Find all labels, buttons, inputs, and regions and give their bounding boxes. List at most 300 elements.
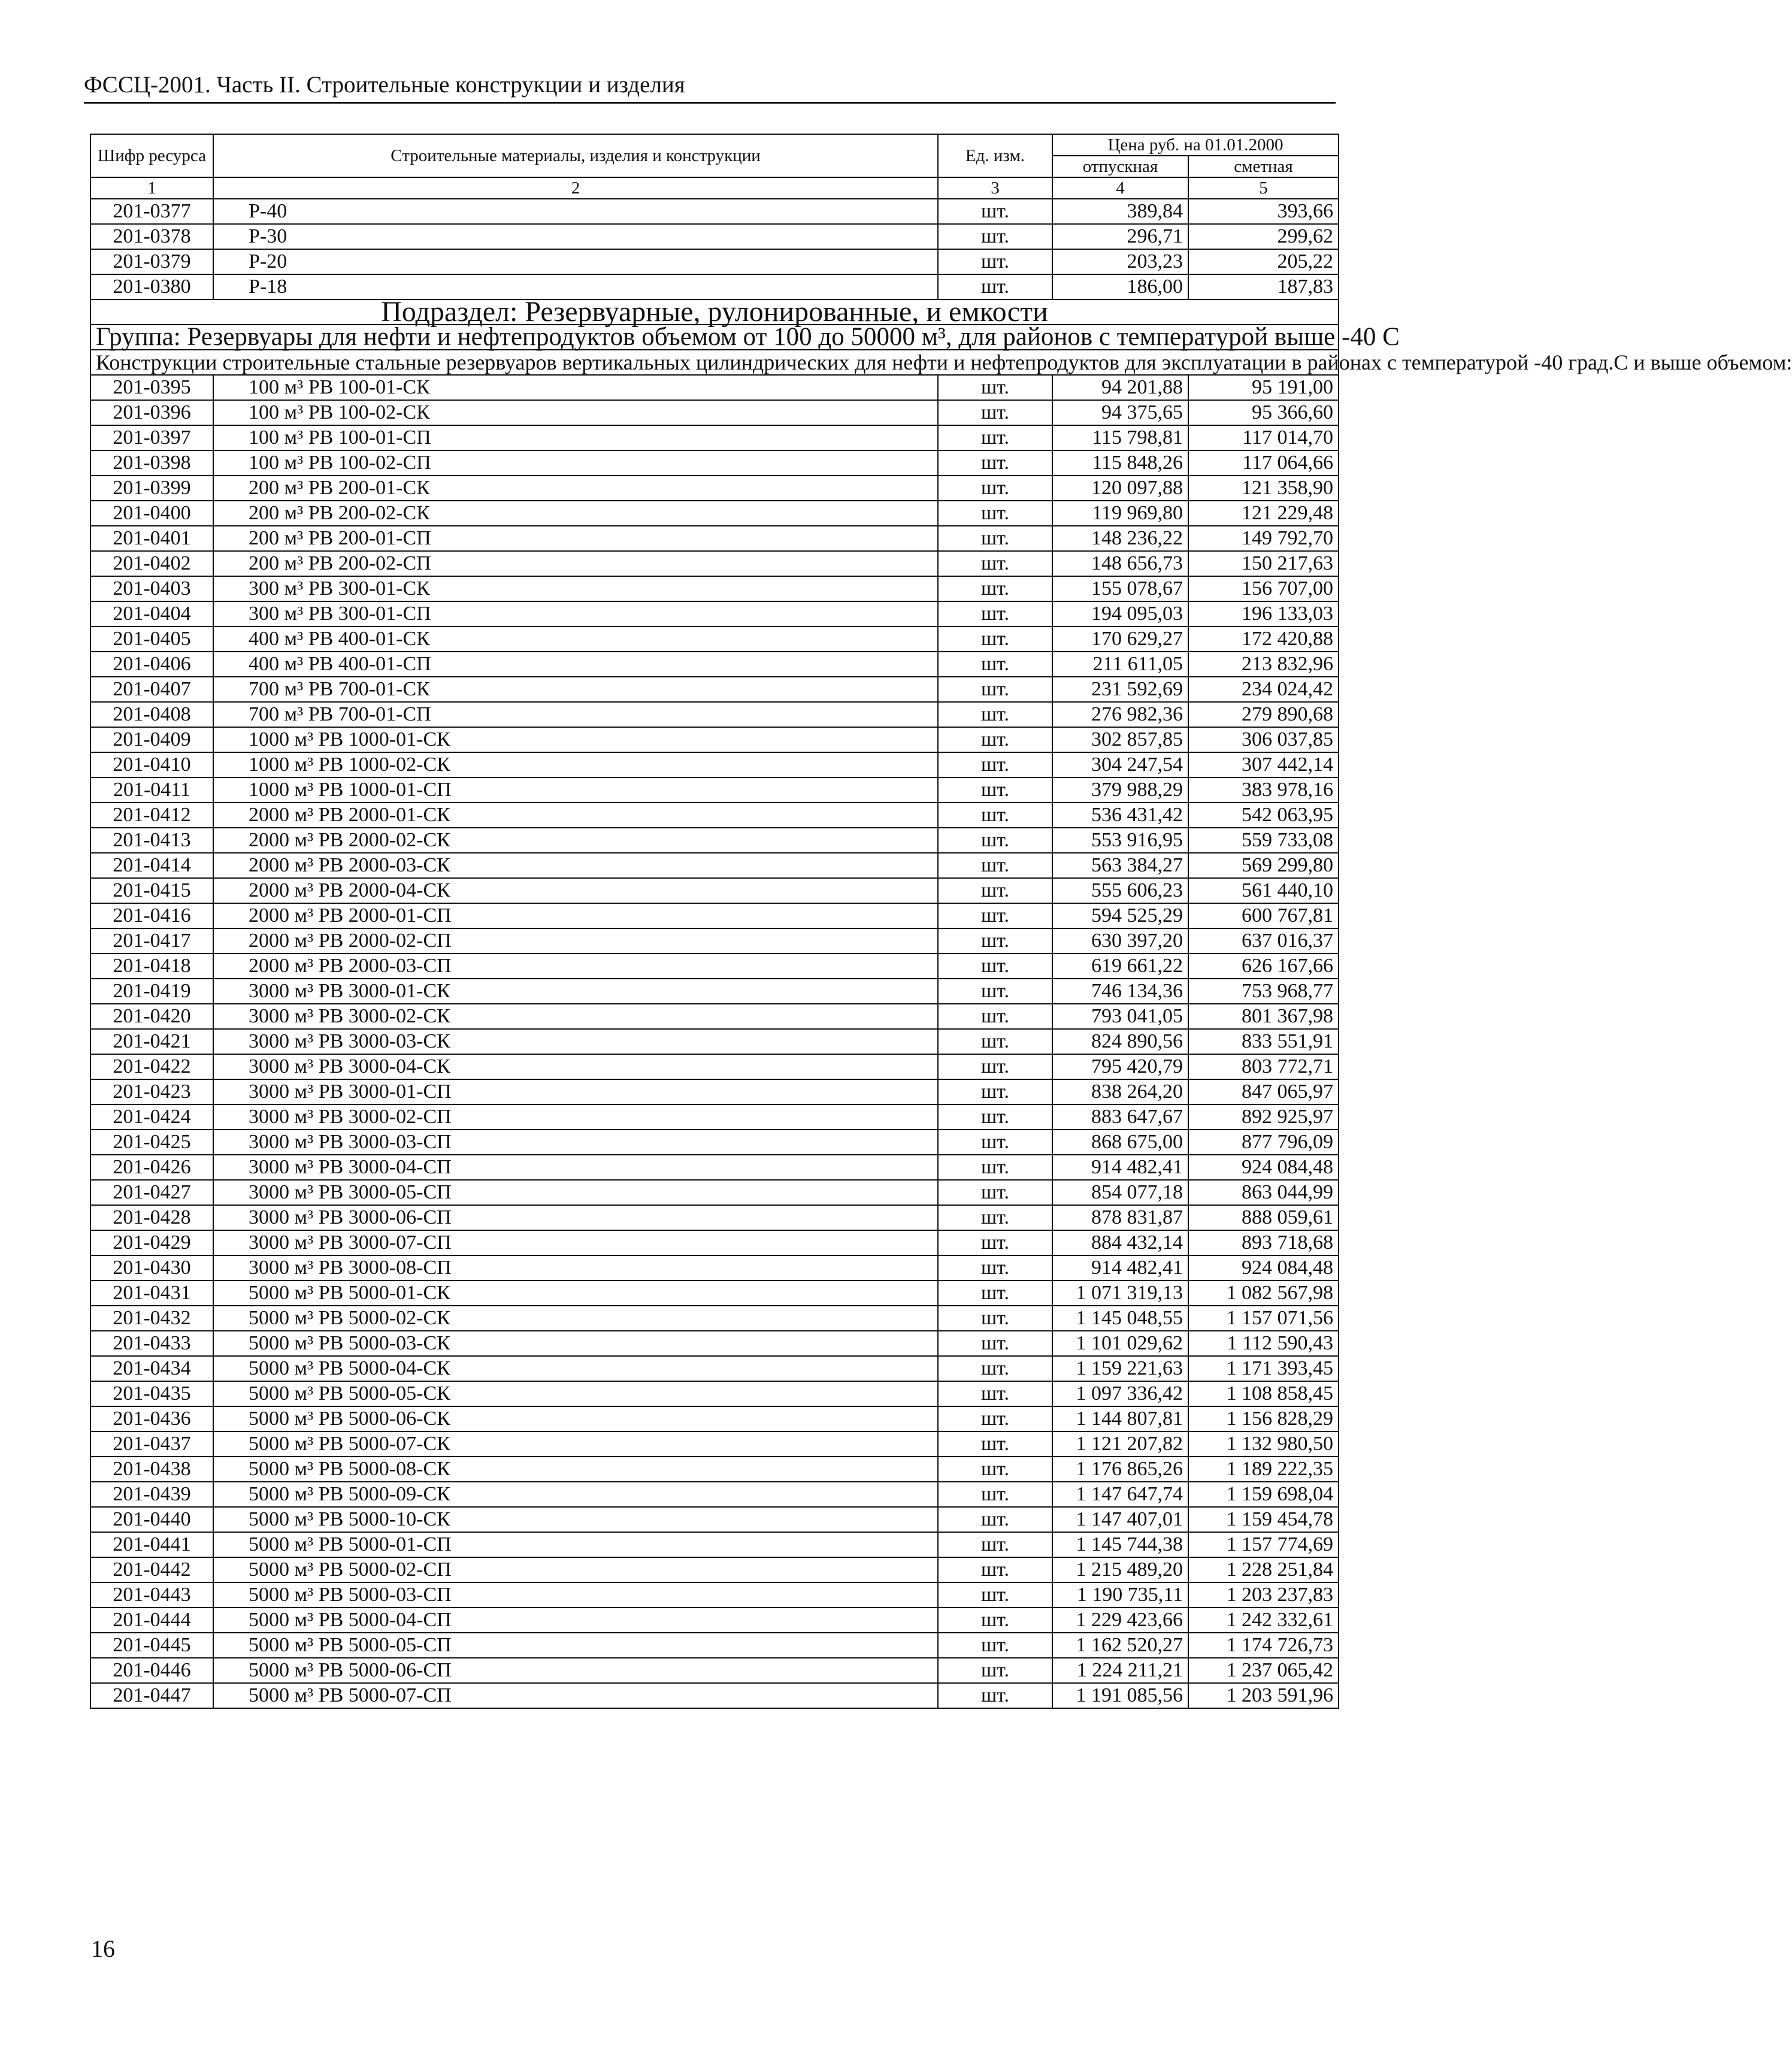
col-unit-header: Ед. изм. [938, 134, 1052, 177]
table-row [90, 652, 1339, 677]
estimate-price: 1 112 590,43 [1188, 1331, 1339, 1356]
table-row [90, 425, 1339, 450]
resource-name: 3000 м³ РВ 3000-03-СК [213, 1029, 938, 1054]
description-row [90, 350, 1339, 375]
resource-code: 201-0408 [90, 702, 213, 727]
unit: шт. [938, 1029, 1052, 1054]
table-row [90, 375, 1339, 400]
estimate-price: 234 024,42 [1188, 677, 1339, 702]
resource-name: 3000 м³ РВ 3000-04-СК [213, 1054, 938, 1079]
unit: шт. [938, 1230, 1052, 1255]
resource-code: 201-0419 [90, 979, 213, 1004]
release-price: 1 144 807,81 [1052, 1406, 1188, 1431]
release-price: 115 848,26 [1052, 450, 1188, 476]
resource-name: 400 м³ РВ 400-01-СП [213, 652, 938, 677]
estimate-price: 801 367,98 [1188, 1004, 1339, 1029]
unit: шт. [938, 1381, 1052, 1406]
estimate-price: 1 159 698,04 [1188, 1482, 1339, 1507]
release-price: 148 656,73 [1052, 551, 1188, 576]
unit: шт. [938, 1532, 1052, 1557]
release-price: 389,84 [1052, 199, 1188, 224]
resource-code: 201-0404 [90, 601, 213, 627]
unit: шт. [938, 601, 1052, 627]
page-header: ФССЦ-2001. Часть II. Строительные конструкции и изделия [84, 71, 1336, 104]
table-row [90, 1331, 1339, 1356]
estimate-price: 1 108 858,45 [1188, 1381, 1339, 1406]
table-row [90, 576, 1339, 601]
resource-code: 201-0415 [90, 878, 213, 903]
estimate-price: 213 832,96 [1188, 652, 1339, 677]
unit: шт. [938, 1130, 1052, 1155]
unit: шт. [938, 1180, 1052, 1205]
unit: шт. [938, 1507, 1052, 1532]
column-number: 5 [1188, 177, 1339, 199]
unit: шт. [938, 1079, 1052, 1104]
release-price: 1 097 336,42 [1052, 1381, 1188, 1406]
release-price: 883 647,67 [1052, 1104, 1188, 1130]
estimate-price: 1 157 071,56 [1188, 1306, 1339, 1331]
resource-code: 201-0443 [90, 1582, 213, 1608]
group-title: Группа: Резервуары для нефти и нефтепродуктов объемом от 100 до 50000 м³, для районов с температурой выше -40 С [90, 325, 1339, 350]
resource-code: 201-0378 [90, 224, 213, 249]
estimate-price: 306 037,85 [1188, 727, 1339, 752]
resource-code: 201-0427 [90, 1180, 213, 1205]
unit: шт. [938, 702, 1052, 727]
unit: шт. [938, 727, 1052, 752]
release-price: 203,23 [1052, 249, 1188, 274]
release-price: 536 431,42 [1052, 803, 1188, 828]
resource-name: 2000 м³ РВ 2000-01-СК [213, 803, 938, 828]
release-price: 1 101 029,62 [1052, 1331, 1188, 1356]
resource-code: 201-0421 [90, 1029, 213, 1054]
resource-code: 201-0423 [90, 1079, 213, 1104]
resource-name: 400 м³ РВ 400-01-СК [213, 627, 938, 652]
unit: шт. [938, 652, 1052, 677]
unit: шт. [938, 1658, 1052, 1683]
unit: шт. [938, 274, 1052, 299]
table-row [90, 677, 1339, 702]
resource-name: 5000 м³ РВ 5000-03-СП [213, 1582, 938, 1608]
resource-name: 2000 м³ РВ 2000-02-СП [213, 928, 938, 954]
estimate-price: 1 228 251,84 [1188, 1557, 1339, 1582]
table-row [90, 828, 1339, 853]
table-row [90, 1582, 1339, 1608]
estimate-price: 121 358,90 [1188, 476, 1339, 501]
resource-name: 5000 м³ РВ 5000-06-СП [213, 1658, 938, 1683]
unit: шт. [938, 501, 1052, 526]
resource-code: 201-0411 [90, 777, 213, 803]
subsection-row [90, 299, 1339, 325]
unit: шт. [938, 1054, 1052, 1079]
resource-code: 201-0435 [90, 1381, 213, 1406]
resource-code: 201-0409 [90, 727, 213, 752]
description-text: Конструкции строительные стальные резервуаров вертикальных цилиндрических для нефти и нефтепродуктов для эксплуатации в районах с температурой -40 град.С и выше объемом: [90, 350, 1339, 375]
release-price: 155 078,67 [1052, 576, 1188, 601]
unit: шт. [938, 1608, 1052, 1633]
resource-name: Р-20 [213, 249, 938, 274]
unit: шт. [938, 375, 1052, 400]
unit: шт. [938, 954, 1052, 979]
resource-name: 5000 м³ РВ 5000-03-СК [213, 1331, 938, 1356]
unit: шт. [938, 199, 1052, 224]
table-row [90, 1683, 1339, 1708]
resource-name: 5000 м³ РВ 5000-07-СК [213, 1431, 938, 1457]
resource-code: 201-0438 [90, 1457, 213, 1482]
resource-name: 2000 м³ РВ 2000-02-СК [213, 828, 938, 853]
table-row [90, 1180, 1339, 1205]
table-row [90, 1155, 1339, 1180]
release-price: 630 397,20 [1052, 928, 1188, 954]
col-name-header: Строительные материалы, изделия и конструкции [213, 134, 938, 177]
estimate-price: 1 174 726,73 [1188, 1633, 1339, 1658]
resource-code: 201-0379 [90, 249, 213, 274]
resource-code: 201-0445 [90, 1633, 213, 1658]
unit: шт. [938, 249, 1052, 274]
col-release-header: отпускная [1052, 156, 1188, 177]
unit: шт. [938, 1281, 1052, 1306]
estimate-price: 924 084,48 [1188, 1255, 1339, 1281]
unit: шт. [938, 928, 1052, 954]
unit: шт. [938, 803, 1052, 828]
release-price: 1 162 520,27 [1052, 1633, 1188, 1658]
release-price: 838 264,20 [1052, 1079, 1188, 1104]
resource-code: 201-0397 [90, 425, 213, 450]
table-row [90, 1532, 1339, 1557]
release-price: 1 224 211,21 [1052, 1658, 1188, 1683]
resource-name: 700 м³ РВ 700-01-СК [213, 677, 938, 702]
column-number: 4 [1052, 177, 1188, 199]
estimate-price: 156 707,00 [1188, 576, 1339, 601]
table-row [90, 1381, 1339, 1406]
estimate-price: 1 171 393,45 [1188, 1356, 1339, 1381]
resource-code: 201-0431 [90, 1281, 213, 1306]
col-price-header: Цена руб. на 01.01.2000 [1052, 134, 1339, 156]
release-price: 194 095,03 [1052, 601, 1188, 627]
release-price: 1 159 221,63 [1052, 1356, 1188, 1381]
release-price: 115 798,81 [1052, 425, 1188, 450]
resource-code: 201-0405 [90, 627, 213, 652]
resource-name: 5000 м³ РВ 5000-02-СК [213, 1306, 938, 1331]
release-price: 854 077,18 [1052, 1180, 1188, 1205]
release-price: 793 041,05 [1052, 1004, 1188, 1029]
resource-name: 3000 м³ РВ 3000-02-СК [213, 1004, 938, 1029]
resource-name: 1000 м³ РВ 1000-01-СК [213, 727, 938, 752]
table-row [90, 627, 1339, 652]
resource-code: 201-0398 [90, 450, 213, 476]
estimate-price: 95 366,60 [1188, 400, 1339, 425]
table-row [90, 1306, 1339, 1331]
estimate-price: 803 772,71 [1188, 1054, 1339, 1079]
table-row [90, 1130, 1339, 1155]
table-row [90, 727, 1339, 752]
release-price: 1 215 489,20 [1052, 1557, 1188, 1582]
unit: шт. [938, 903, 1052, 928]
unit: шт. [938, 1683, 1052, 1708]
table-row [90, 1205, 1339, 1230]
resource-code: 201-0436 [90, 1406, 213, 1431]
table-row [90, 400, 1339, 425]
unit: шт. [938, 576, 1052, 601]
release-price: 276 982,36 [1052, 702, 1188, 727]
release-price: 1 191 085,56 [1052, 1683, 1188, 1708]
unit: шт. [938, 526, 1052, 551]
estimate-price: 863 044,99 [1188, 1180, 1339, 1205]
estimate-price: 1 159 454,78 [1188, 1507, 1339, 1532]
table-row [90, 1608, 1339, 1633]
resource-name: 3000 м³ РВ 3000-06-СП [213, 1205, 938, 1230]
table-row [90, 526, 1339, 551]
release-price: 1 176 865,26 [1052, 1457, 1188, 1482]
estimate-price: 307 442,14 [1188, 752, 1339, 777]
table-row [90, 853, 1339, 878]
resource-code: 201-0399 [90, 476, 213, 501]
unit: шт. [938, 627, 1052, 652]
estimate-price: 559 733,08 [1188, 828, 1339, 853]
estimate-price: 1 156 828,29 [1188, 1406, 1339, 1431]
release-price: 868 675,00 [1052, 1130, 1188, 1155]
release-price: 563 384,27 [1052, 853, 1188, 878]
estimate-price: 542 063,95 [1188, 803, 1339, 828]
release-price: 148 236,22 [1052, 526, 1188, 551]
estimate-price: 172 420,88 [1188, 627, 1339, 652]
estimate-price: 205,22 [1188, 249, 1339, 274]
resource-rows [90, 375, 1339, 1708]
estimate-price: 893 718,68 [1188, 1230, 1339, 1255]
unit: шт. [938, 1155, 1052, 1180]
table-row [90, 1004, 1339, 1029]
release-price: 211 611,05 [1052, 652, 1188, 677]
table-row [90, 1557, 1339, 1582]
estimate-price: 383 978,16 [1188, 777, 1339, 803]
resource-name: 5000 м³ РВ 5000-05-СП [213, 1633, 938, 1658]
unit: шт. [938, 1457, 1052, 1482]
table-row [90, 1457, 1339, 1482]
resource-name: 3000 м³ РВ 3000-05-СП [213, 1180, 938, 1205]
top-rows [90, 199, 1339, 299]
unit: шт. [938, 1482, 1052, 1507]
table-row [90, 1054, 1339, 1079]
table-row [90, 1406, 1339, 1431]
release-price: 1 145 048,55 [1052, 1306, 1188, 1331]
unit: шт. [938, 425, 1052, 450]
estimate-price: 1 203 237,83 [1188, 1582, 1339, 1608]
estimate-price: 279 890,68 [1188, 702, 1339, 727]
resource-name: 200 м³ РВ 200-01-СП [213, 526, 938, 551]
table-row [90, 1431, 1339, 1457]
resource-name: Р-30 [213, 224, 938, 249]
resource-name: 1000 м³ РВ 1000-02-СК [213, 752, 938, 777]
table-row [90, 903, 1339, 928]
table-row [90, 928, 1339, 954]
release-price: 1 147 647,74 [1052, 1482, 1188, 1507]
column-number: 1 [90, 177, 213, 199]
resource-name: 300 м³ РВ 300-01-СК [213, 576, 938, 601]
unit: шт. [938, 1356, 1052, 1381]
group-row [90, 325, 1339, 350]
resource-code: 201-0430 [90, 1255, 213, 1281]
release-price: 555 606,23 [1052, 878, 1188, 903]
estimate-price: 626 167,66 [1188, 954, 1339, 979]
resource-code: 201-0396 [90, 400, 213, 425]
table-row [90, 1230, 1339, 1255]
resource-code: 201-0412 [90, 803, 213, 828]
estimate-price: 196 133,03 [1188, 601, 1339, 627]
unit: шт. [938, 979, 1052, 1004]
unit: шт. [938, 1431, 1052, 1457]
release-price: 878 831,87 [1052, 1205, 1188, 1230]
estimate-price: 888 059,61 [1188, 1205, 1339, 1230]
table-row [90, 1029, 1339, 1054]
page-number: 16 [91, 1935, 115, 1962]
unit: шт. [938, 677, 1052, 702]
resource-code: 201-0413 [90, 828, 213, 853]
resource-name: 5000 м³ РВ 5000-02-СП [213, 1557, 938, 1582]
resource-name: 3000 м³ РВ 3000-07-СП [213, 1230, 938, 1255]
table-row [90, 501, 1339, 526]
resource-name: 200 м³ РВ 200-02-СП [213, 551, 938, 576]
table-row [90, 878, 1339, 903]
estimate-price: 569 299,80 [1188, 853, 1339, 878]
estimate-price: 753 968,77 [1188, 979, 1339, 1004]
release-price: 120 097,88 [1052, 476, 1188, 501]
release-price: 619 661,22 [1052, 954, 1188, 979]
estimate-price: 600 767,81 [1188, 903, 1339, 928]
resource-name: 300 м³ РВ 300-01-СП [213, 601, 938, 627]
table-row [90, 551, 1339, 576]
release-price: 379 988,29 [1052, 777, 1188, 803]
resource-name: 5000 м³ РВ 5000-04-СК [213, 1356, 938, 1381]
resource-name: 100 м³ РВ 100-01-СК [213, 375, 938, 400]
resource-code: 201-0433 [90, 1331, 213, 1356]
unit: шт. [938, 1331, 1052, 1356]
resource-code: 201-0432 [90, 1306, 213, 1331]
resource-code: 201-0377 [90, 199, 213, 224]
table-row [90, 1255, 1339, 1281]
resource-name: 2000 м³ РВ 2000-03-СК [213, 853, 938, 878]
resource-code: 201-0426 [90, 1155, 213, 1180]
resource-name: Р-40 [213, 199, 938, 224]
resource-name: 100 м³ РВ 100-02-СП [213, 450, 938, 476]
table-row [90, 1104, 1339, 1130]
table-row [90, 1356, 1339, 1381]
table-row [90, 476, 1339, 501]
estimate-price: 299,62 [1188, 224, 1339, 249]
release-price: 1 121 207,82 [1052, 1431, 1188, 1457]
release-price: 119 969,80 [1052, 501, 1188, 526]
unit: шт. [938, 878, 1052, 903]
column-number: 3 [938, 177, 1052, 199]
table-row [90, 803, 1339, 828]
estimate-price: 393,66 [1188, 199, 1339, 224]
table-row [90, 450, 1339, 476]
release-price: 302 857,85 [1052, 727, 1188, 752]
resource-name: 5000 м³ РВ 5000-08-СК [213, 1457, 938, 1482]
estimate-price: 149 792,70 [1188, 526, 1339, 551]
resource-code: 201-0403 [90, 576, 213, 601]
unit: шт. [938, 752, 1052, 777]
unit: шт. [938, 1557, 1052, 1582]
resource-code: 201-0407 [90, 677, 213, 702]
release-price: 170 629,27 [1052, 627, 1188, 652]
table-row [90, 1507, 1339, 1532]
release-price: 914 482,41 [1052, 1155, 1188, 1180]
col-code-header: Шифр ресурса [90, 134, 213, 177]
unit: шт. [938, 400, 1052, 425]
release-price: 746 134,36 [1052, 979, 1188, 1004]
resource-code: 201-0416 [90, 903, 213, 928]
unit: шт. [938, 777, 1052, 803]
unit: шт. [938, 1633, 1052, 1658]
resource-code: 201-0442 [90, 1557, 213, 1582]
resource-name: 5000 м³ РВ 5000-05-СК [213, 1381, 938, 1406]
estimate-price: 1 189 222,35 [1188, 1457, 1339, 1482]
estimate-price: 1 157 774,69 [1188, 1532, 1339, 1557]
unit: шт. [938, 828, 1052, 853]
unit: шт. [938, 224, 1052, 249]
resource-name: 5000 м³ РВ 5000-01-СК [213, 1281, 938, 1306]
resource-name: 5000 м³ РВ 5000-06-СК [213, 1406, 938, 1431]
resource-name: 700 м³ РВ 700-01-СП [213, 702, 938, 727]
resource-code: 201-0417 [90, 928, 213, 954]
resource-code: 201-0406 [90, 652, 213, 677]
column-number: 2 [213, 177, 938, 199]
resource-code: 201-0401 [90, 526, 213, 551]
resource-code: 201-0434 [90, 1356, 213, 1381]
unit: шт. [938, 1406, 1052, 1431]
header-row-1 [90, 134, 1339, 156]
unit: шт. [938, 1255, 1052, 1281]
table-row [90, 1079, 1339, 1104]
col-estimate-header: сметная [1188, 156, 1339, 177]
estimate-price: 1 082 567,98 [1188, 1281, 1339, 1306]
estimate-price: 117 014,70 [1188, 425, 1339, 450]
estimate-price: 117 064,66 [1188, 450, 1339, 476]
estimate-price: 187,83 [1188, 274, 1339, 299]
release-price: 1 229 423,66 [1052, 1608, 1188, 1633]
resource-code: 201-0425 [90, 1130, 213, 1155]
estimate-price: 95 191,00 [1188, 375, 1339, 400]
resource-name: 3000 м³ РВ 3000-02-СП [213, 1104, 938, 1130]
resource-code: 201-0424 [90, 1104, 213, 1130]
estimate-price: 637 016,37 [1188, 928, 1339, 954]
estimate-price: 150 217,63 [1188, 551, 1339, 576]
estimate-price: 924 084,48 [1188, 1155, 1339, 1180]
resource-name: 5000 м³ РВ 5000-04-СП [213, 1608, 938, 1633]
resource-code: 201-0418 [90, 954, 213, 979]
resource-name: 100 м³ РВ 100-01-СП [213, 425, 938, 450]
estimate-price: 121 229,48 [1188, 501, 1339, 526]
estimate-price: 877 796,09 [1188, 1130, 1339, 1155]
estimate-price: 1 203 591,96 [1188, 1683, 1339, 1708]
table-row [90, 954, 1339, 979]
resource-name: 2000 м³ РВ 2000-04-СК [213, 878, 938, 903]
resource-code: 201-0439 [90, 1482, 213, 1507]
estimate-price: 1 237 065,42 [1188, 1658, 1339, 1683]
resource-code: 201-0414 [90, 853, 213, 878]
release-price: 231 592,69 [1052, 677, 1188, 702]
resource-code: 201-0446 [90, 1658, 213, 1683]
resource-code: 201-0444 [90, 1608, 213, 1633]
release-price: 1 147 407,01 [1052, 1507, 1188, 1532]
unit: шт. [938, 551, 1052, 576]
estimate-price: 1 132 980,50 [1188, 1431, 1339, 1457]
unit: шт. [938, 1104, 1052, 1130]
resource-code: 201-0447 [90, 1683, 213, 1708]
resource-name: 5000 м³ РВ 5000-07-СП [213, 1683, 938, 1708]
resource-code: 201-0422 [90, 1054, 213, 1079]
section-headings [90, 296, 1792, 375]
subsection-title: Подраздел: Резервуарные, рулонированные, и емкости [90, 299, 1339, 325]
